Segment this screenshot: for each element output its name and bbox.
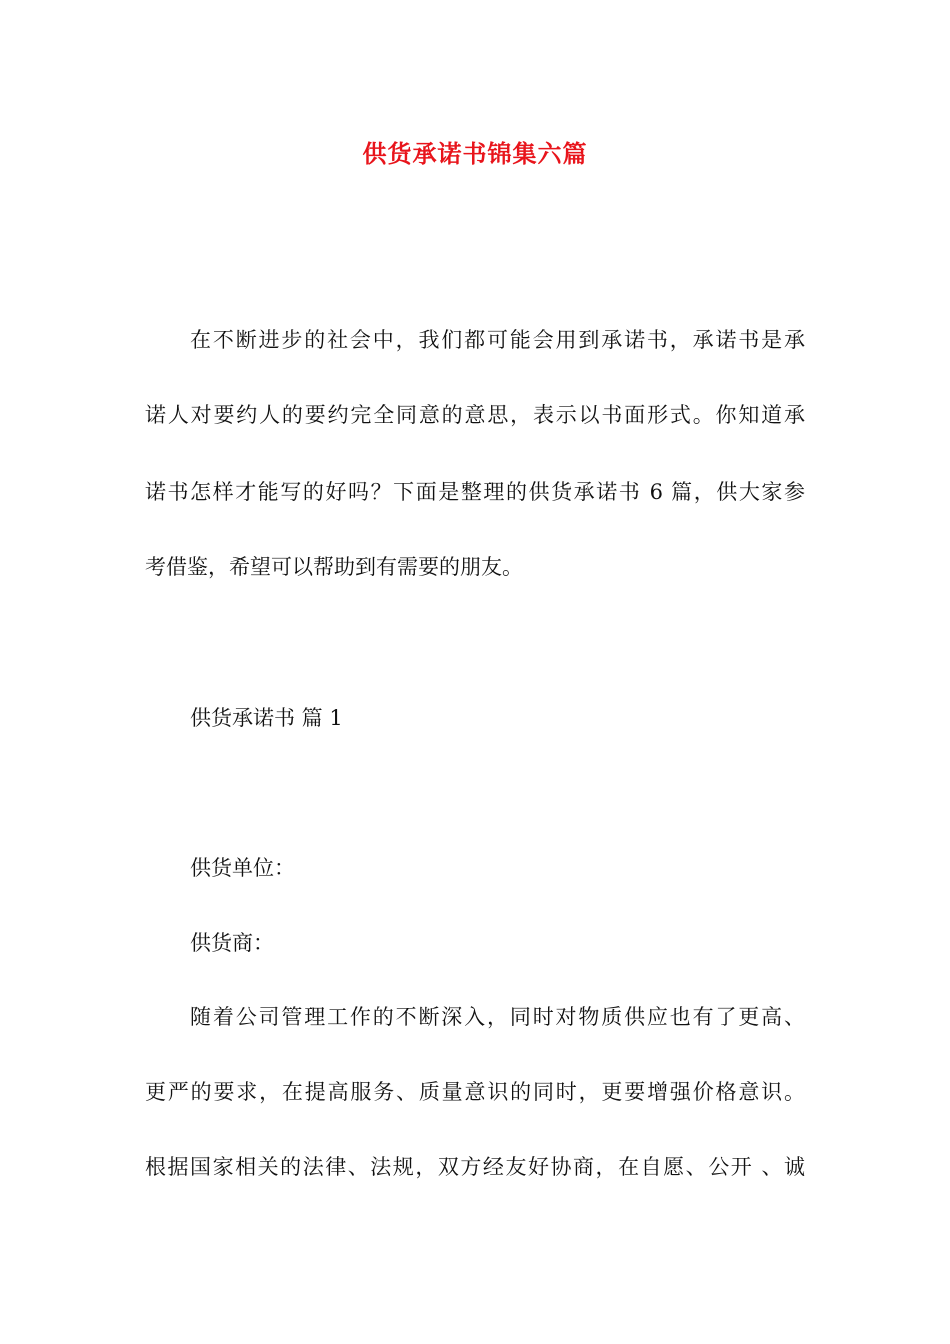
supplier-unit-label: 供货单位： <box>190 856 295 880</box>
body-line-2: 更严的要求，在提高服务、质量意识的同时，更要增强价格意识。 <box>145 1080 805 1104</box>
body-line-1: 随着公司管理工作的不断深入，同时对物质供应也有了更高、 <box>190 1005 805 1029</box>
supplier-label: 供货商： <box>190 931 274 955</box>
intro-line-4: 考借鉴，希望可以帮助到有需要的朋友。 <box>145 555 523 579</box>
body-line-3: 根据国家相关的法律、法规，双方经友好协商，在自愿、公开 、诚 <box>145 1155 805 1179</box>
intro-line-3: 诺书怎样才能写的好吗？下面是整理的供货承诺书 6 篇，供大家参 <box>145 480 805 504</box>
intro-line-1: 在不断进步的社会中，我们都可能会用到承诺书，承诺书是承 <box>190 328 805 352</box>
document-title: 供货承诺书锦集六篇 <box>362 139 588 168</box>
section-heading: 供货承诺书 篇 1 <box>190 706 343 730</box>
intro-line-2: 诺人对要约人的要约完全同意的意思，表示以书面形式。你知道承 <box>145 403 805 427</box>
